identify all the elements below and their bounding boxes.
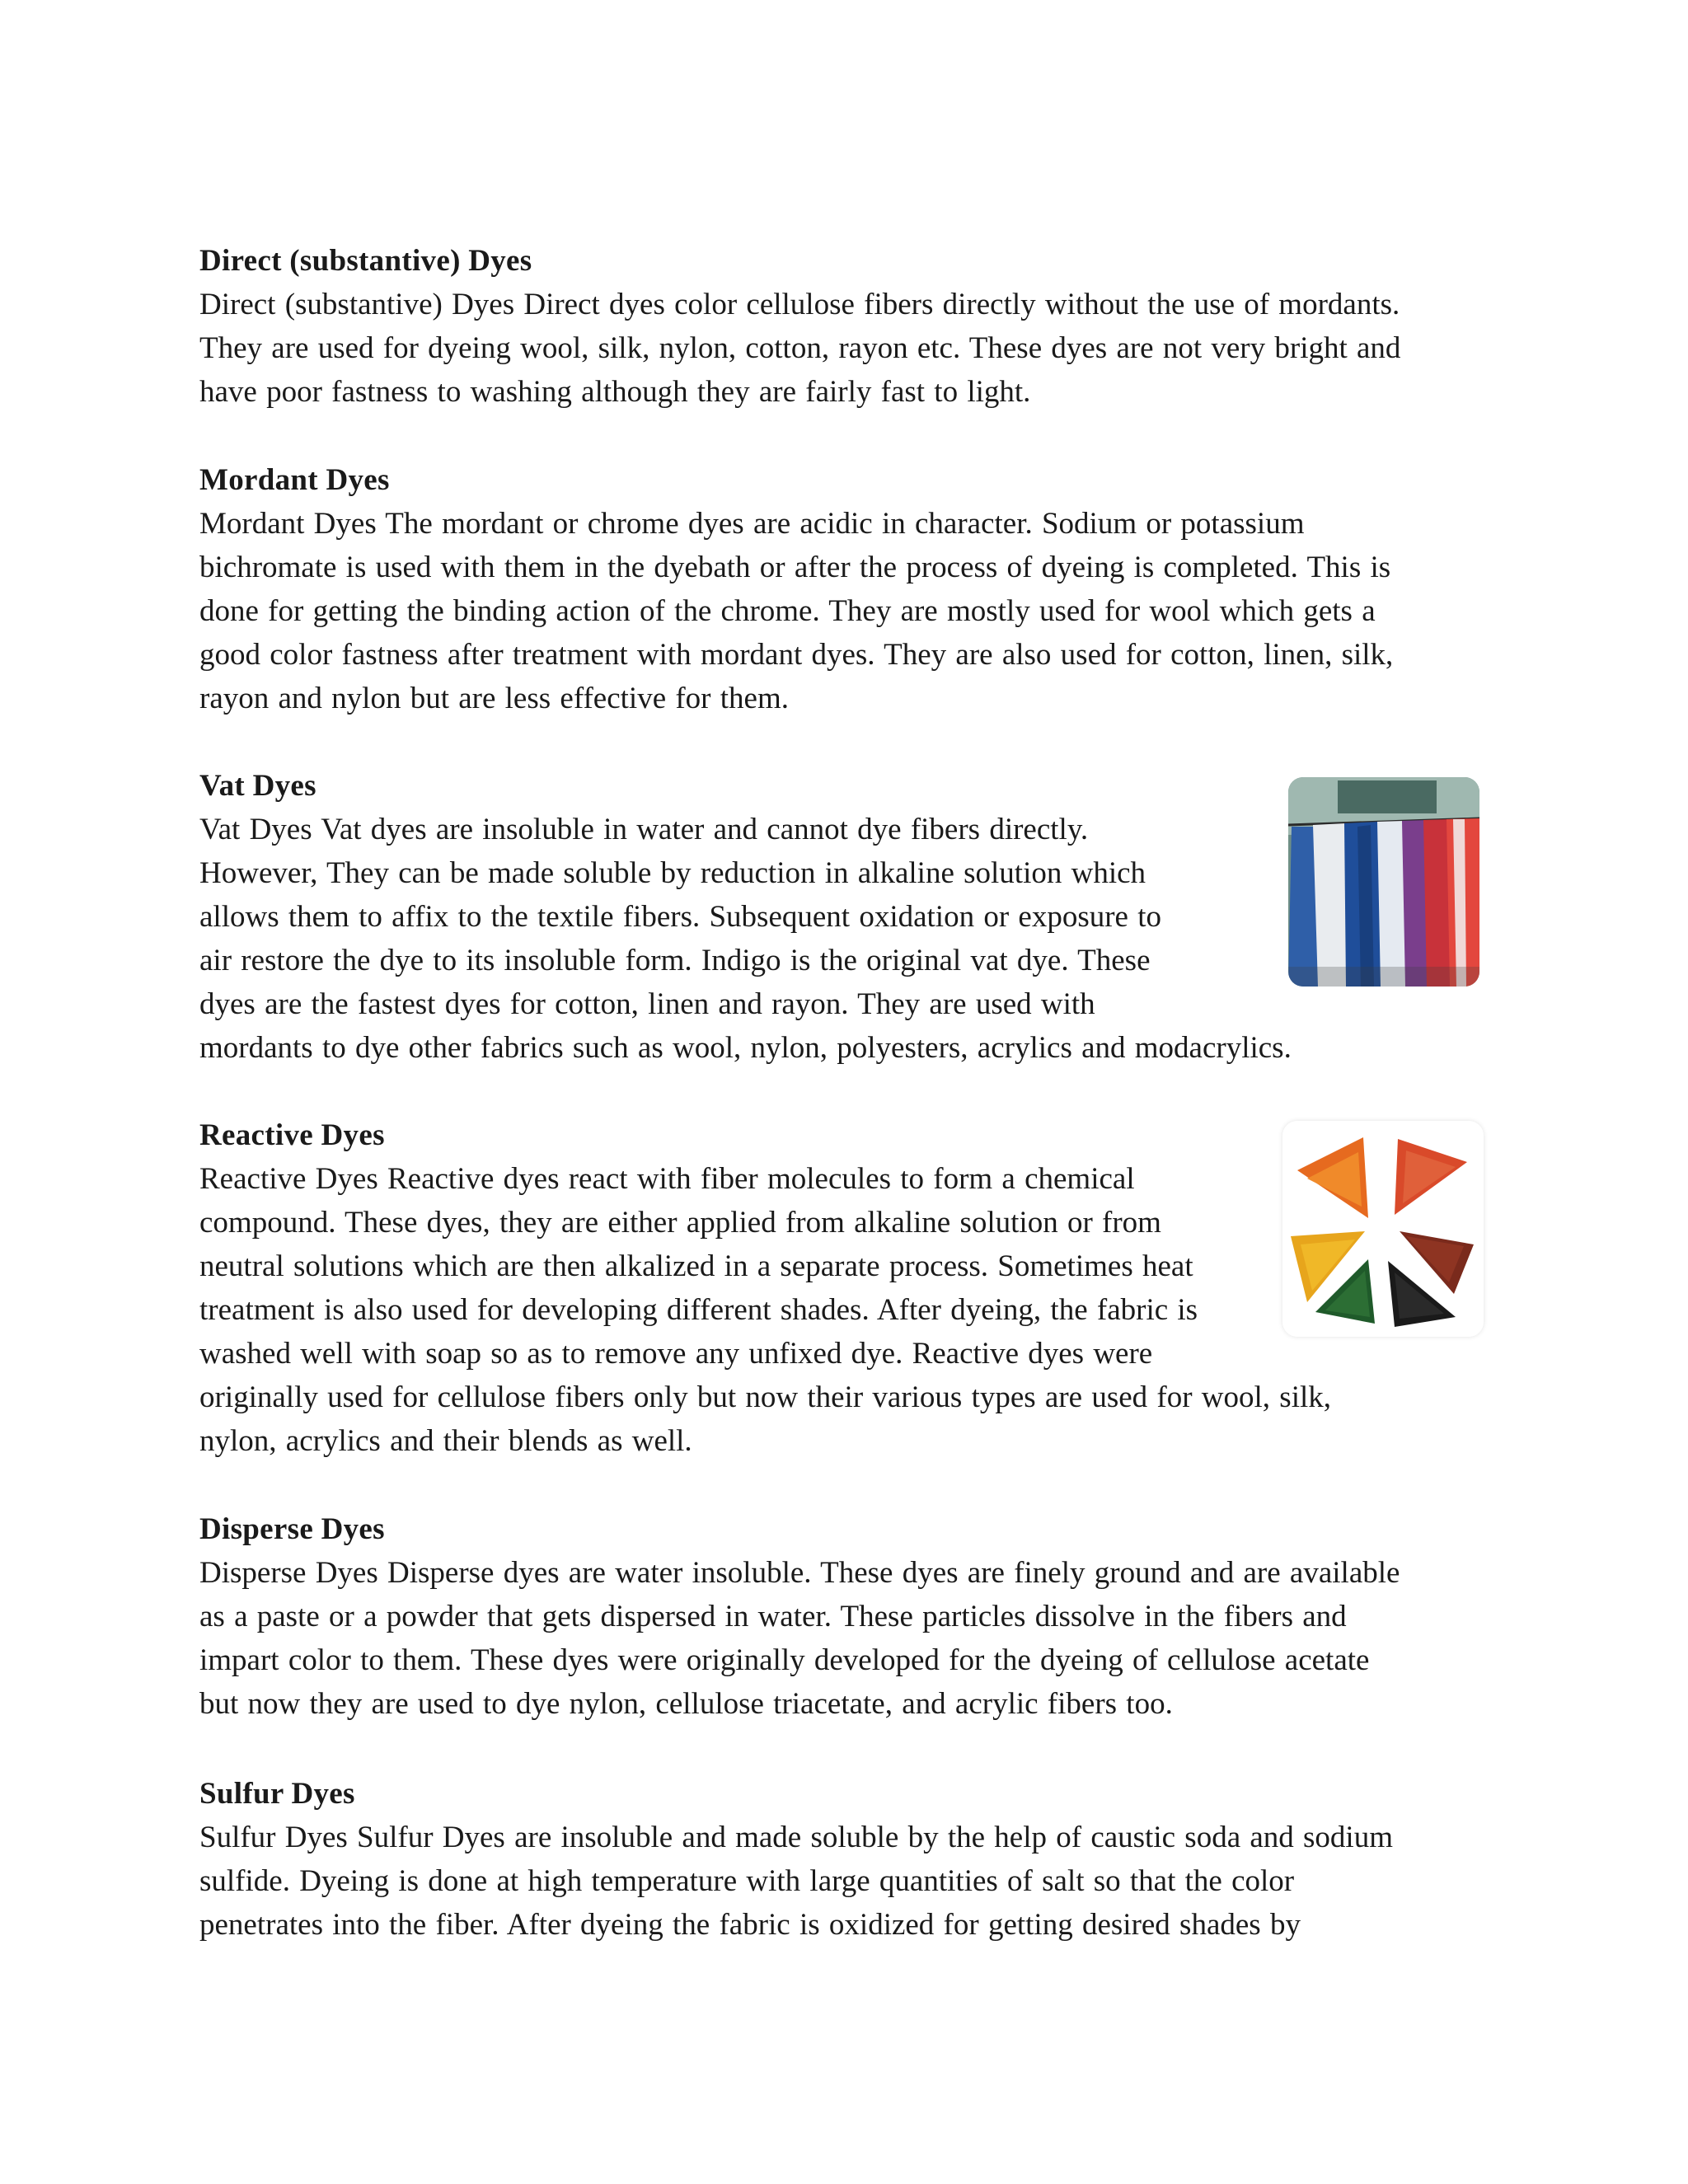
dye-powder-illustration (1282, 1121, 1484, 1337)
text-line: Reactive Dyes Reactive dyes react with fiber molecules to form a chemical (199, 1162, 1135, 1196)
text-line: done for getting the binding action of the chrome. They are mostly used for wool which gets a (199, 594, 1376, 628)
section-direct-dyes (199, 239, 1400, 414)
section-reactive-dyes (199, 1113, 1331, 1463)
text-line: impart color to them. These dyes were originally developed for the dyeing of cellulose acetate (199, 1643, 1370, 1677)
section-heading: Disperse Dyes (199, 1512, 385, 1546)
text-line: bichromate is used with them in the dyebath or after the process of dyeing is completed. This is (199, 551, 1391, 584)
text-line: originally used for cellulose fibers only but now their various types are used for wool, silk, (199, 1380, 1332, 1414)
section-mordant-dyes (199, 458, 1393, 720)
section-heading: Reactive Dyes (199, 1118, 385, 1152)
text-line: dyes are the fastest dyes for cotton, linen and rayon. They are used with (199, 987, 1095, 1021)
text-line: Direct (substantive) Dyes Direct dyes color cellulose fibers directly without the use of mordants. (199, 288, 1400, 321)
text-line: penetrates into the fiber. After dyeing the fabric is oxidized for getting desired shades by (199, 1908, 1301, 1942)
dye-powders-image (1282, 1121, 1484, 1337)
section-disperse-dyes (199, 1507, 1400, 1726)
text-line: They are used for dyeing wool, silk, nylon, cotton, rayon etc. These dyes are not very bright and (199, 331, 1401, 365)
text-line: compound. These dyes, they are either applied from alkaline solution or from (199, 1206, 1161, 1240)
text-line: Disperse Dyes Disperse dyes are water insoluble. These dyes are finely ground and are available (199, 1556, 1400, 1590)
section-sulfur-dyes (199, 1772, 1393, 1947)
text-line: rayon and nylon but are less effective for them. (199, 682, 789, 715)
text-line: neutral solutions which are then alkalized in a separate process. Sometimes heat (199, 1249, 1193, 1283)
text-line: allows them to affix to the textile fibers. Subsequent oxidation or exposure to (199, 900, 1162, 934)
section-heading: Mordant Dyes (199, 463, 390, 497)
text-line: treatment is also used for developing different shades. After dyeing, the fabric is (199, 1293, 1198, 1327)
text-line: Sulfur Dyes Sulfur Dyes are insoluble and made soluble by the help of caustic soda and sodium (199, 1821, 1393, 1854)
text-line: washed well with soap so as to remove any unfixed dye. Reactive dyes were (199, 1337, 1153, 1371)
text-line: as a paste or a powder that gets dispersed in water. These particles dissolve in the fibers and (199, 1600, 1347, 1633)
text-line: but now they are used to dye nylon, cellulose triacetate, and acrylic fibers too. (199, 1687, 1173, 1721)
section-heading: Sulfur Dyes (199, 1777, 355, 1811)
text-line: air restore the dye to its insoluble form. Indigo is the original vat dye. These (199, 944, 1151, 977)
fabric-drying-illustration (1288, 777, 1479, 987)
section-body (199, 1816, 1393, 1947)
section-body (199, 1551, 1400, 1726)
section-heading: Direct (substantive) Dyes (199, 244, 532, 278)
section-heading: Vat Dyes (199, 769, 316, 803)
section-body (199, 808, 1292, 1070)
text-line: sulfide. Dyeing is done at high temperature with large quantities of salt so that the color (199, 1864, 1295, 1898)
text-line: Vat Dyes Vat dyes are insoluble in water and cannot dye fibers directly. (199, 813, 1089, 846)
text-line: good color fastness after treatment with mordant dyes. They are also used for cotton, linen, silk, (199, 638, 1394, 672)
section-vat-dyes (199, 764, 1292, 1070)
text-line: have poor fastness to washing although they are fairly fast to light. (199, 375, 1031, 409)
text-line: Mordant Dyes The mordant or chrome dyes are acidic in character. Sodium or potassium (199, 507, 1305, 541)
section-body (199, 283, 1400, 414)
text-line: mordants to dye other fabrics such as wool, nylon, polyesters, acrylics and modacrylics. (199, 1031, 1292, 1065)
dyed-fabrics-image (1288, 777, 1479, 987)
text-line: nylon, acrylics and their blends as well. (199, 1424, 692, 1458)
text-line: However, They can be made soluble by reduction in alkaline solution which (199, 856, 1146, 890)
section-body (199, 1157, 1331, 1463)
section-body (199, 502, 1393, 720)
